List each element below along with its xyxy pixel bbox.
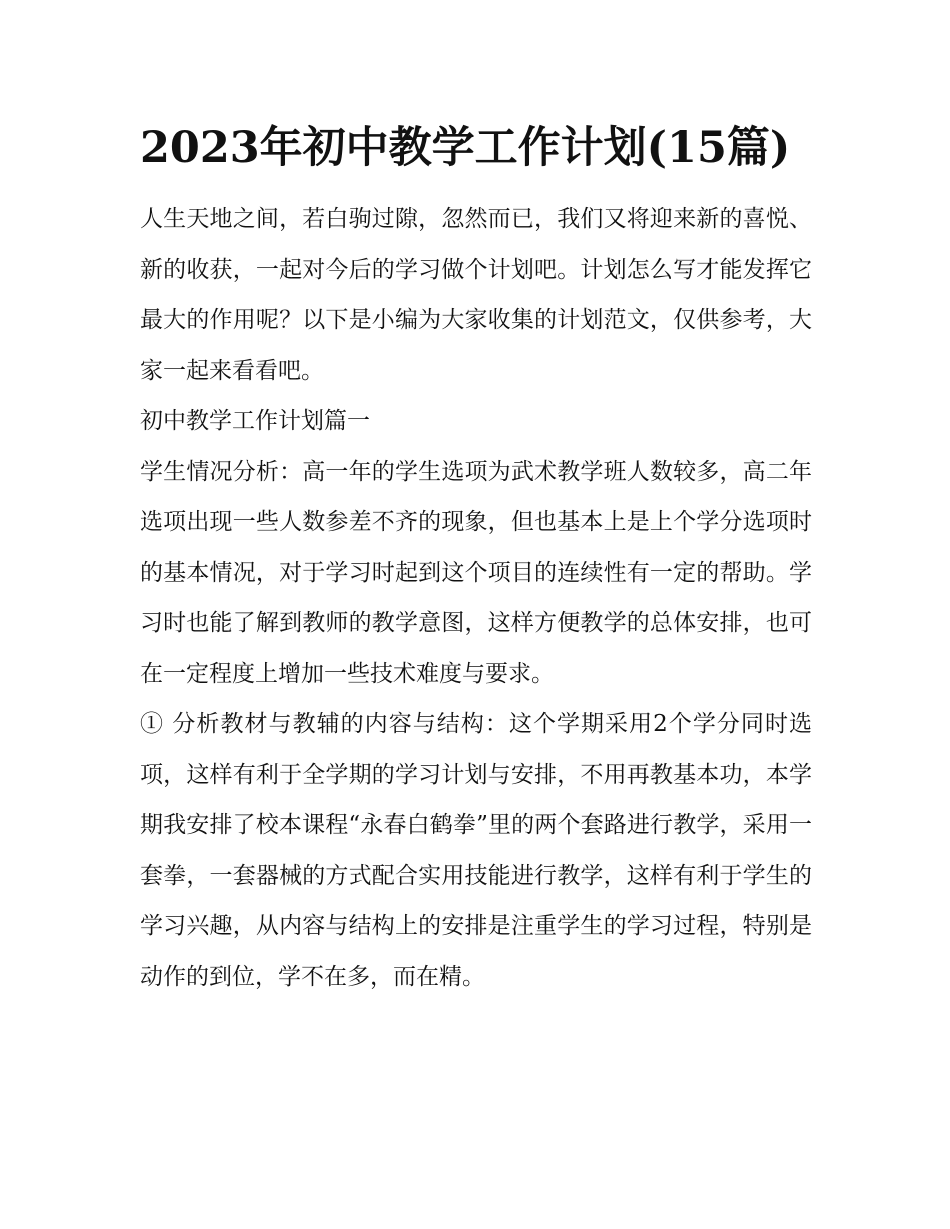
intro-paragraph: 人生天地之间，若白驹过隙，忽然而已，我们又将迎来新的喜悦、新的收获，一起对今后的学习做个计划吧。计划怎么写才能发挥它最大的作用呢？以下是小编为大家收集的计划范文，仅供参考，大家一起来看看吧。 — [140, 206, 812, 384]
materials-analysis-paragraph: ① 分析教材与教辅的内容与结构：这个学期采用2个学分同时选项，这样有利于全学期的学习计划与安排，不用再教基本功，本学期我安排了校本课程“永春白鹤拳”里的两个套路进行教学，采用一套拳，一套器械的方式配合实用技能进行教学，这样有利于学生的学习兴趣，从内容与结构上的安排是注重学生的学习过程，特别是动作的到位，学不在多，而在精。 — [140, 711, 812, 990]
document-title: 2023年初中教学工作计划(15篇) — [140, 123, 791, 173]
student-analysis-paragraph: 学生情况分析：高一年的学生选项为武术教学班人数较多，高二年选项出现一些人数参差不齐的现象，但也基本上是上个学分选项时的基本情况，对于学习时起到这个项目的连续性有一定的帮助。学习时也能了解到教师的教学意图，这样方便教学的总体安排，也可在一定程度上增加一些技术难度与要求。 — [140, 458, 812, 687]
document-page — [140, 112, 812, 1002]
section-heading: 初中教学工作计划篇一 — [140, 408, 370, 434]
